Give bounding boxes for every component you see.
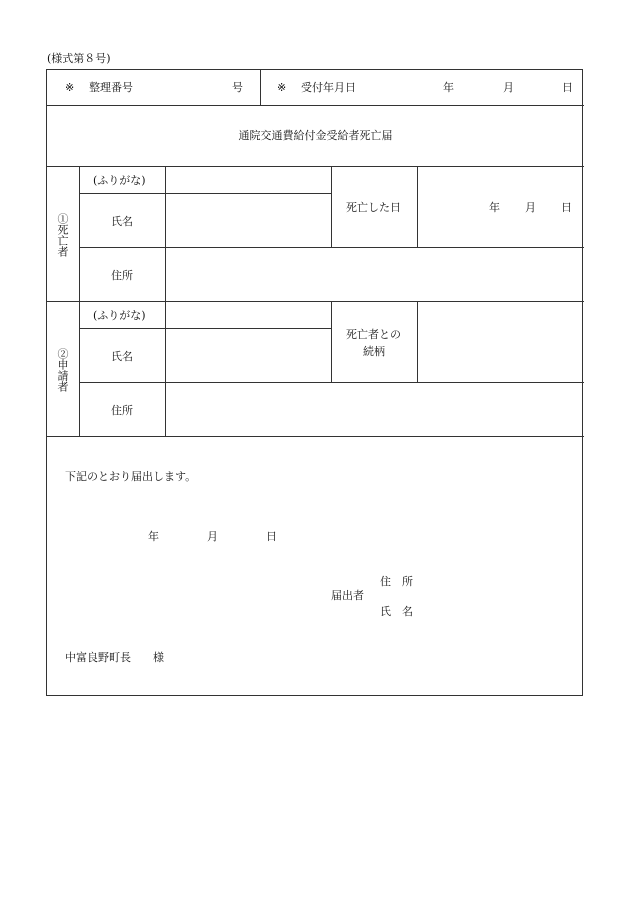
addressee: 中富良野町長 様 [65, 651, 164, 664]
year-label: 年 [443, 81, 454, 94]
applicant-furigana-field[interactable] [166, 302, 331, 328]
notifier-name-label: 氏 名 [380, 605, 413, 618]
declaration-statement: 下記のとおり届出します。 [65, 470, 197, 483]
notifier-address-label: 住 所 [380, 575, 413, 588]
divider [260, 70, 261, 105]
applicant-address-label: 住所 [111, 404, 133, 417]
declaration-month-label: 月 [207, 530, 218, 543]
applicant-name-label: 氏名 [111, 350, 133, 363]
death-year-label: 年 [489, 201, 500, 214]
divider [47, 436, 584, 437]
number-suffix: 号 [232, 81, 243, 94]
divider [331, 301, 332, 382]
month-label: 月 [503, 81, 514, 94]
relationship-label-line1: 死亡者との [346, 328, 401, 341]
death-date-label: 死亡した日 [346, 201, 401, 214]
divider [79, 166, 80, 436]
relationship-field[interactable] [418, 302, 584, 382]
notification-form [46, 69, 583, 696]
notifier-label: 届出者 [331, 589, 364, 602]
divider [417, 166, 418, 247]
note-mark: ※ [65, 81, 75, 94]
day-label: 日 [562, 81, 573, 94]
applicant-address-field[interactable] [166, 383, 584, 436]
note-mark: ※ [277, 81, 287, 94]
deceased-furigana-field[interactable] [166, 167, 331, 193]
declaration-day-label: 日 [266, 530, 277, 543]
deceased-address-field[interactable] [166, 248, 584, 301]
declaration-year-label: 年 [148, 530, 159, 543]
deceased-address-label: 住所 [111, 269, 133, 282]
reference-number-label: 整理番号 [89, 81, 133, 94]
applicant-name-field[interactable] [166, 329, 331, 382]
form-title: 通院交通費給付金受給者死亡届 [238, 129, 393, 142]
divider [331, 166, 332, 247]
relationship-label-line2: 続柄 [363, 345, 385, 358]
deceased-section-label: ①死亡者 [56, 213, 69, 257]
divider [47, 105, 584, 106]
received-date-label: 受付年月日 [301, 81, 356, 94]
deceased-furigana-label: (ふりがな) [93, 174, 146, 187]
deceased-name-label: 氏名 [111, 215, 133, 228]
deceased-name-field[interactable] [166, 194, 331, 247]
death-month-label: 月 [525, 201, 536, 214]
applicant-section-label: ②申請者 [56, 348, 69, 392]
form-number: (様式第８号) [47, 52, 111, 65]
applicant-furigana-label: (ふりがな) [93, 309, 146, 322]
death-day-label: 日 [561, 201, 572, 214]
